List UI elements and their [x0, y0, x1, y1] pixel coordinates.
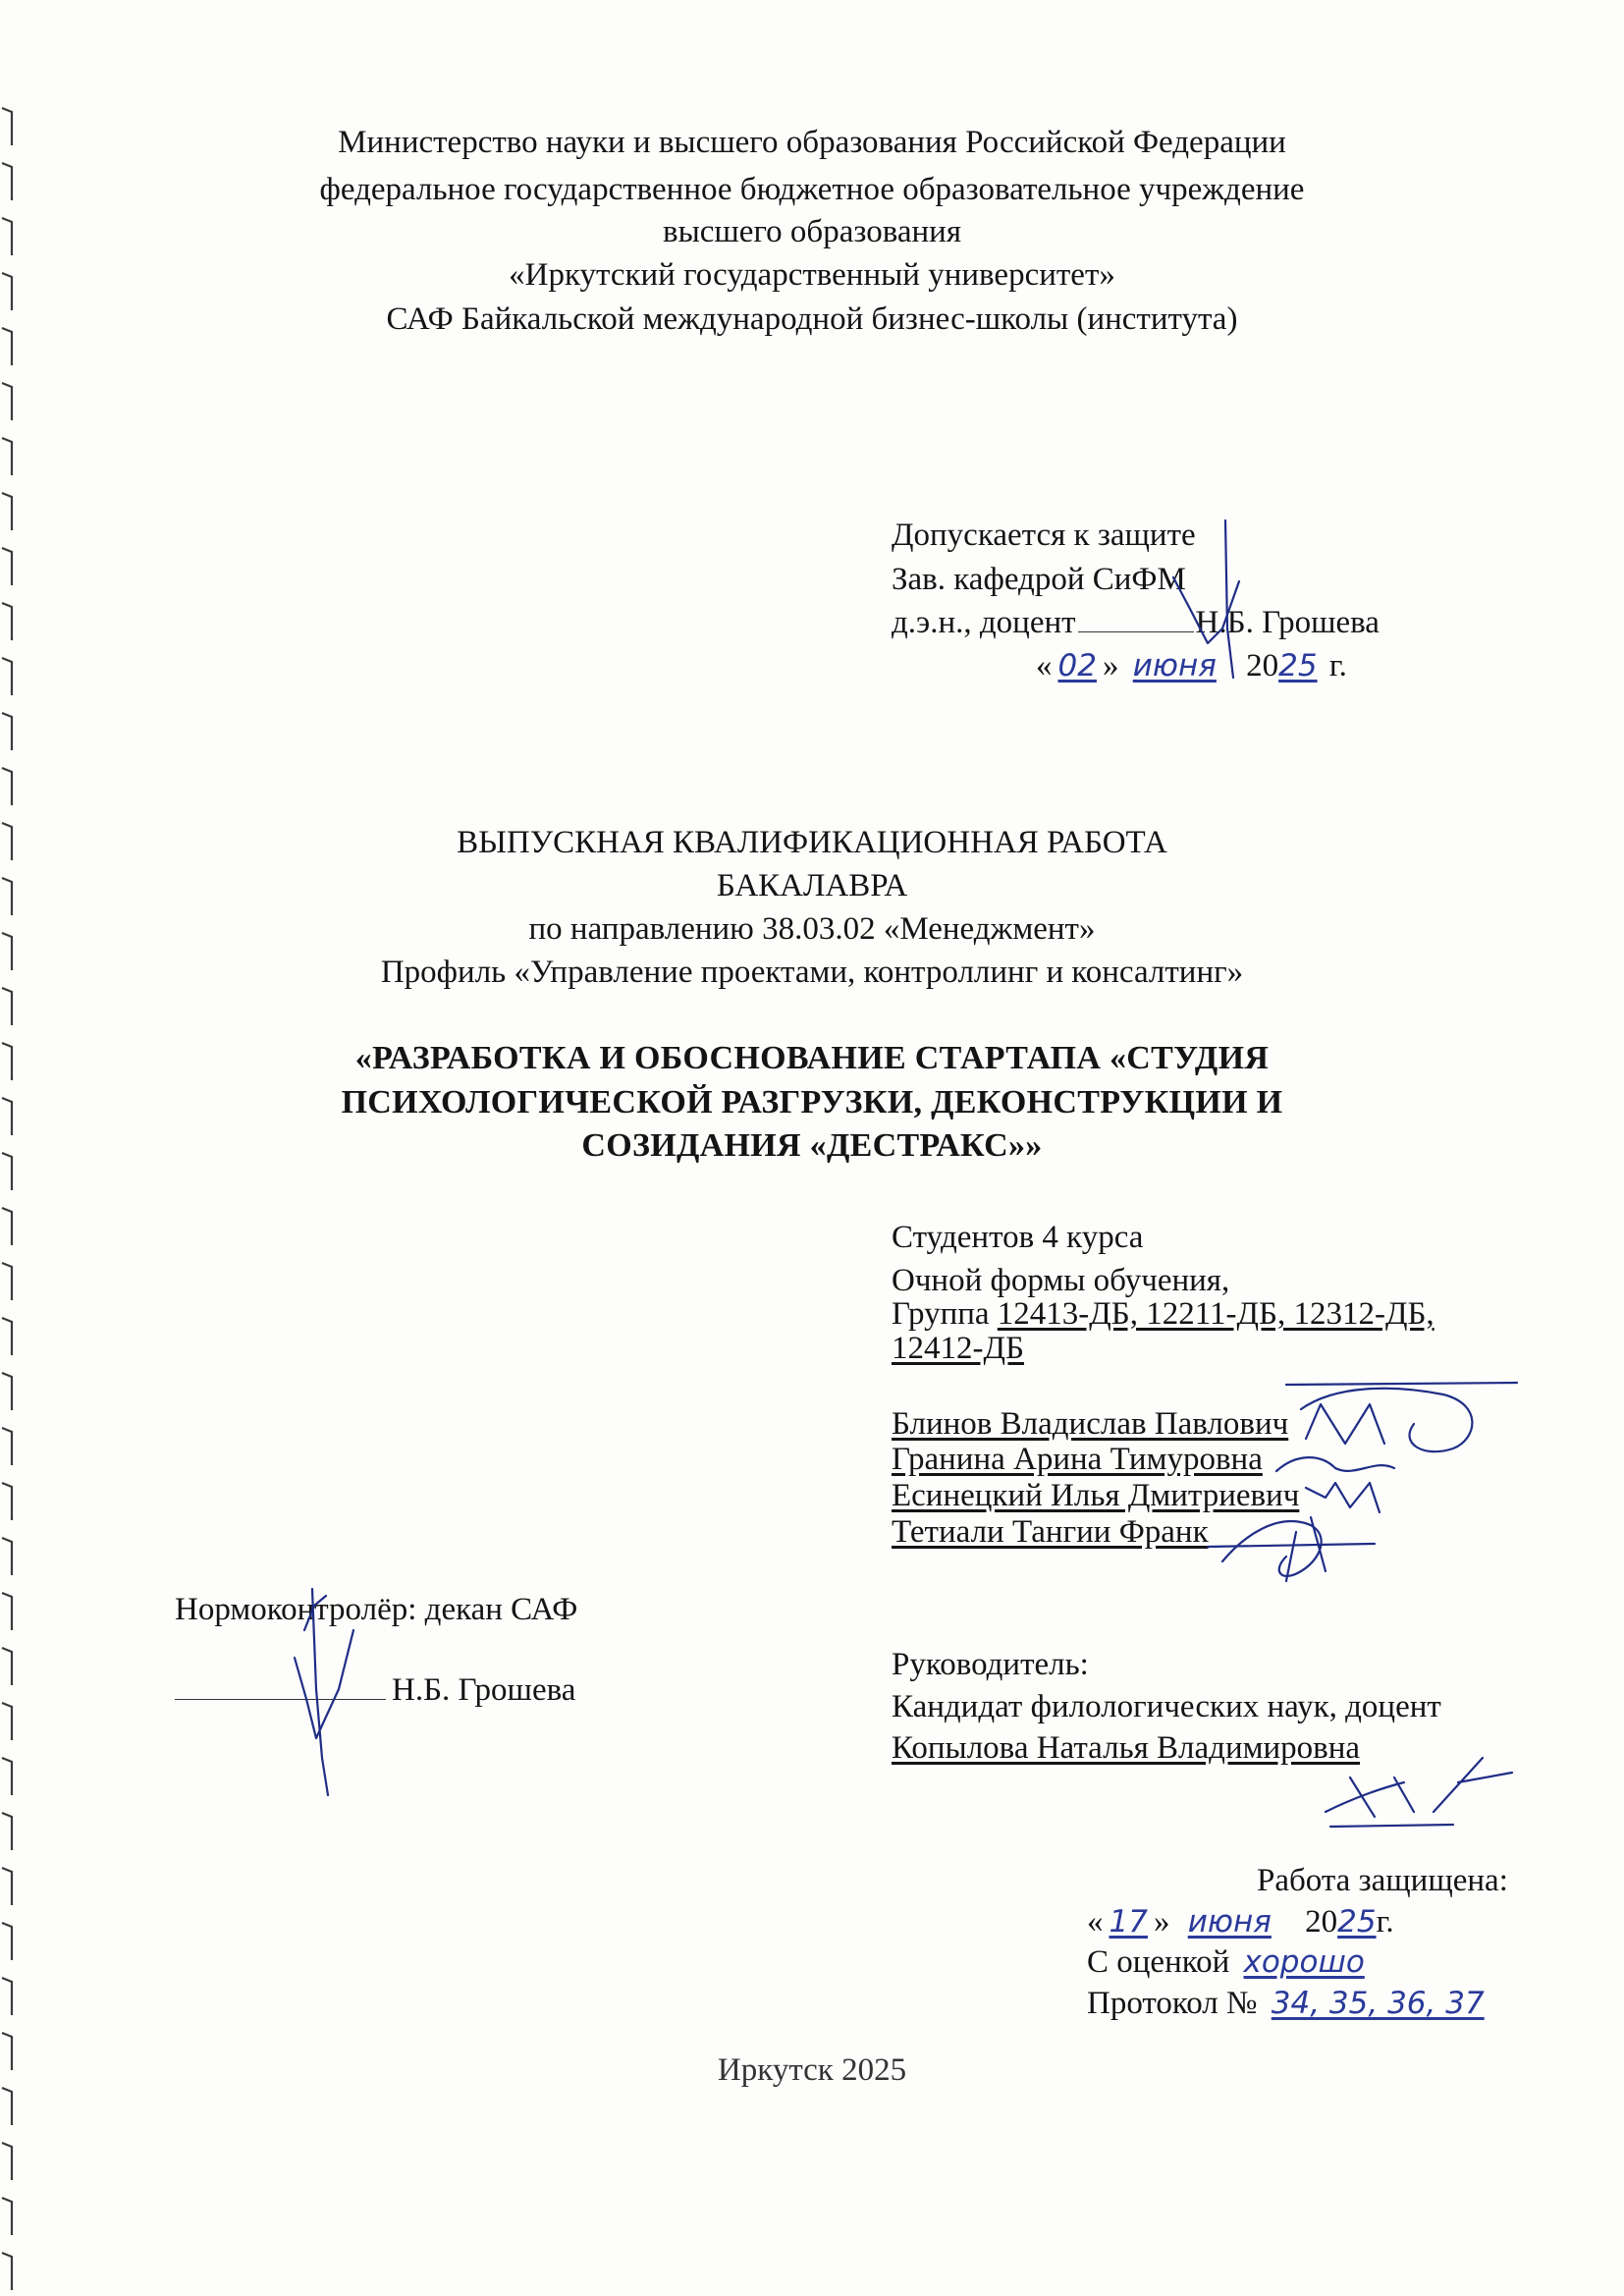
- admission-year-g: г.: [1328, 648, 1347, 683]
- admission-department: Зав. кафедрой СиФМ: [892, 562, 1186, 597]
- date-quote-open: «: [1036, 648, 1053, 683]
- work-type-line2: БАКАЛАВРА: [716, 868, 908, 903]
- protocol-label: Протокол №: [1087, 1986, 1258, 2021]
- normcontrol-name: Н.Б. Грошева: [392, 1672, 576, 1708]
- ministry-line: Министерство науки и высшего образования Российской Федерации: [338, 125, 1286, 160]
- education-level-line: высшего образования: [663, 214, 961, 249]
- group-list: 12413-ДБ, 12211-ДБ, 12312-ДБ,: [997, 1296, 1435, 1332]
- work-title-line1: «РАЗРАБОТКА И ОБОСНОВАНИЕ СТАРТАПА «СТУДИЯ: [354, 1040, 1270, 1076]
- supervisor-signature: [1326, 1758, 1512, 1827]
- admission-title: Допускается к защите: [892, 518, 1196, 553]
- admission-degree: д.э.н., доцент: [892, 605, 1076, 640]
- defense-month: июня: [1187, 1904, 1272, 1940]
- student-signatures: [1208, 1383, 1517, 1581]
- admission-name: Н.Б. Грошева: [1195, 605, 1380, 640]
- protocol-value: 34, 35, 36, 37: [1271, 1986, 1485, 2021]
- work-title-line3: СОЗИДАНИЯ «ДЕСТРАКС»»: [581, 1127, 1043, 1164]
- defense-year-prefix: 20: [1305, 1904, 1338, 1940]
- admission-year-suffix: 25: [1278, 648, 1318, 683]
- student-name-1: Блинов Владислав Павлович: [892, 1406, 1289, 1442]
- grade-label: С оценкой: [1087, 1944, 1230, 1980]
- students-groups-line2: 12412-ДБ: [892, 1331, 1024, 1366]
- date-quote-close: »: [1102, 648, 1119, 683]
- institution-type-line: федеральное государственное бюджетное образовательное учреждение: [319, 172, 1305, 207]
- defense-year-g: г.: [1376, 1904, 1394, 1940]
- admission-day: 02: [1057, 648, 1097, 683]
- group-label: Группа: [892, 1296, 990, 1332]
- student-name-4: Тетиали Тангии Франк: [892, 1514, 1209, 1550]
- defense-label: Работа защищена:: [1257, 1863, 1508, 1898]
- supervisor-label: Руководитель:: [892, 1647, 1089, 1682]
- student-name-2: Гранина Арина Тимуровна: [892, 1442, 1263, 1477]
- work-direction: по направлению 38.03.02 «Менеджмент»: [528, 911, 1096, 947]
- supervisor-degree: Кандидат филологических наук, доцент: [892, 1689, 1441, 1724]
- normcontrol-label: Нормоконтролёр: декан САФ: [175, 1592, 578, 1627]
- city-year: Иркутск 2025: [717, 2052, 907, 2088]
- head-signature: [1173, 520, 1239, 678]
- defense-day: 17: [1109, 1904, 1148, 1940]
- grade-value: хорошо: [1243, 1944, 1365, 1980]
- admission-year-prefix: 20: [1246, 648, 1279, 683]
- admission-month: июня: [1132, 648, 1217, 683]
- normcontrol-signature: [295, 1589, 353, 1795]
- defense-quote-close: »: [1153, 1904, 1170, 1940]
- students-course: Студентов 4 курса: [892, 1220, 1144, 1255]
- defense-quote-open: «: [1087, 1904, 1104, 1940]
- defense-year-suffix: 25: [1337, 1904, 1377, 1940]
- university-name: «Иркутский государственный университет»: [509, 257, 1115, 293]
- school-name: САФ Байкальской международной бизнес-школы (института): [386, 301, 1238, 337]
- work-title-line2: ПСИХОЛОГИЧЕСКОЙ РАЗГРУЗКИ, ДЕКОНСТРУКЦИИ И: [341, 1084, 1283, 1121]
- work-type-line1: ВЫПУСКНАЯ КВАЛИФИКАЦИОННАЯ РАБОТА: [457, 825, 1167, 860]
- student-name-3: Есинецкий Илья Дмитриевич: [892, 1478, 1300, 1513]
- supervisor-name: Копылова Наталья Владимировна: [892, 1730, 1361, 1766]
- work-profile: Профиль «Управление проектами, контроллинг и консалтинг»: [380, 955, 1244, 990]
- students-form: Очной формы обучения,: [892, 1263, 1230, 1298]
